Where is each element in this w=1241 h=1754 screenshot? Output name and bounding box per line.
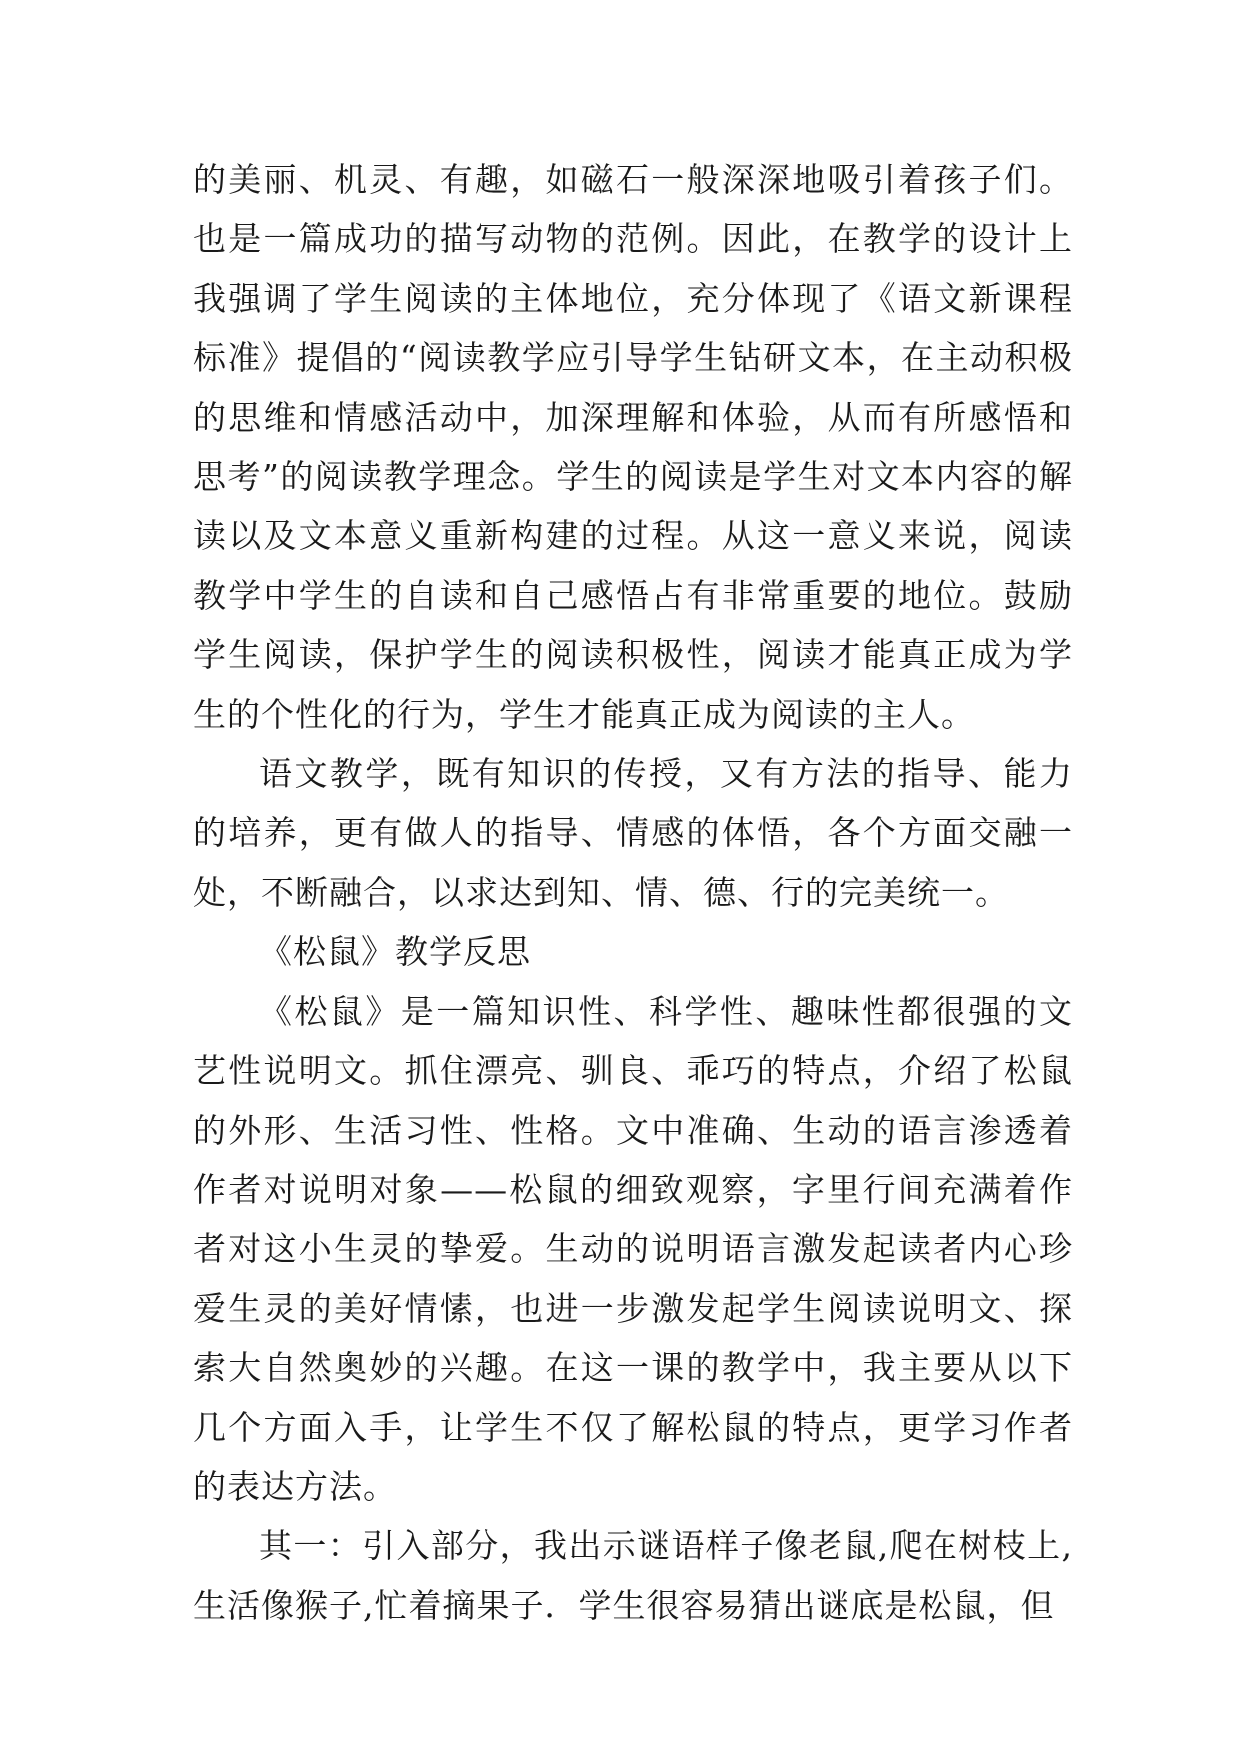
- paragraph-point-one: 其一：引入部分，我出示谜语样子像老鼠,爬在树枝上,生活像猴子,忙着摘果子．学生很容易猜出谜底是松鼠，但: [193, 1526, 1073, 1625]
- paragraph-continuation: 的美丽、机灵、有趣，如磁石一般深深地吸引着孩子们。也是一篇成功的描写动物的范例。因此，在教学的设计上我强调了学生阅读的主体地位，充分体现了《语文新课程标准》提倡的“阅读教学应引导学生钻研文本，在主动积极的思维和情感活动中，加深理解和体验，从而有所感悟和思考”的阅读教学理念。学生的阅读是学生对文本内容的解读以及文本意义重新构建的过程。从这一意义来说，阅读教学中学生的自读和自己感悟占有非常重要的地位。鼓励学生阅读，保护学生的阅读积极性，阅读才能真正成为学生的个性化的行为，学生才能真正成为阅读的主人。: [193, 160, 1073, 734]
- paragraph-lesson-intro: 《松鼠》是一篇知识性、科学性、趣味性都很强的文艺性说明文。抓住漂亮、驯良、乖巧的特点，介绍了松鼠的外形、生活习性、性格。文中准确、生动的语言渗透着作者对说明对象——松鼠的细致观察，字里行间充满着作者对这小生灵的挚爱。生动的说明语言激发起读者内心珍爱生灵的美好情愫，也进一步激发起学生阅读说明文、探索大自然奥妙的兴趣。在这一课的教学中，我主要从以下几个方面入手，让学生不仅了解松鼠的特点，更学习作者的表达方法。: [193, 991, 1073, 1506]
- section-heading: 《松鼠》教学反思: [259, 932, 531, 972]
- document-page: [193, 150, 1073, 1635]
- paragraph-teaching-summary: 语文教学，既有知识的传授，又有方法的指导、能力的培养，更有做人的指导、情感的体悟，各个方面交融一处，不断融合，以求达到知、情、德、行的完美统一。: [193, 754, 1073, 912]
